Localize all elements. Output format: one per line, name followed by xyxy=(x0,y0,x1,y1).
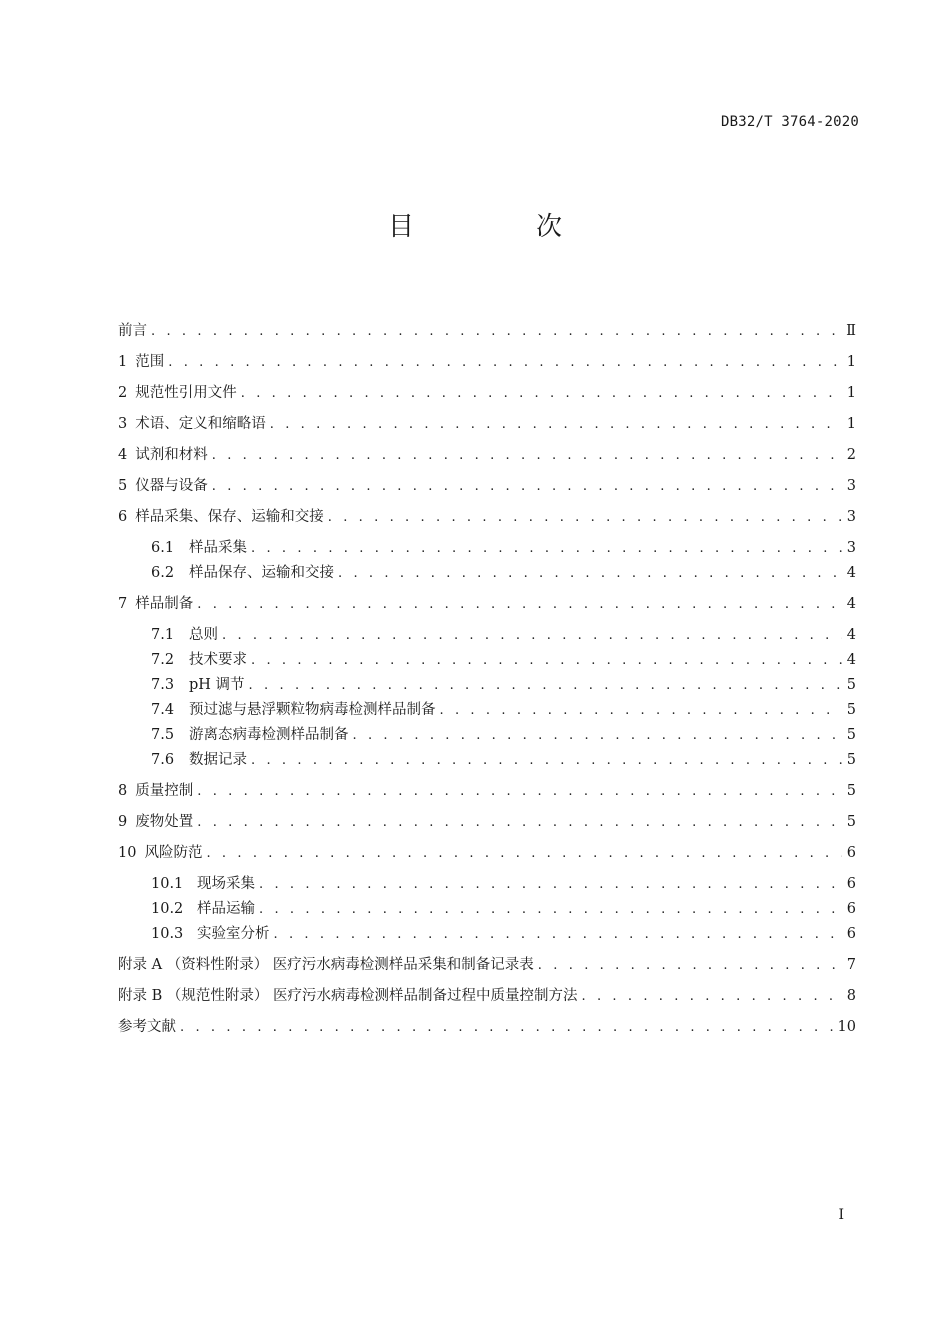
dot-leader xyxy=(251,541,842,557)
toc-entry-appendix-b[interactable] xyxy=(118,981,856,1005)
toc-entry-5[interactable] xyxy=(118,471,856,495)
toc-entry-label: 范围 xyxy=(135,354,165,370)
toc-entry-8[interactable] xyxy=(118,776,856,800)
toc-page-number: 1 xyxy=(846,385,856,401)
toc-entry-number: 7.3 xyxy=(151,677,175,693)
toc-entry-number: 7 xyxy=(118,596,128,612)
dot-leader xyxy=(249,678,842,694)
toc-entry-7-2[interactable] xyxy=(151,645,856,669)
dot-leader xyxy=(197,815,842,831)
toc-entry-2[interactable] xyxy=(118,378,856,402)
dot-leader xyxy=(212,479,842,495)
toc-entry-label: 风险防范 xyxy=(144,845,203,861)
toc-entry-number: 10.1 xyxy=(151,876,184,892)
dot-leader xyxy=(353,728,843,744)
dot-leader xyxy=(222,628,842,644)
toc-entry-7-6[interactable] xyxy=(151,745,856,769)
toc-entry-label: 样品采集 xyxy=(189,540,247,556)
toc-entry-label: 前言 xyxy=(118,323,147,339)
toc-entry-label: 实验室分析 xyxy=(197,926,270,942)
toc-entry-1[interactable] xyxy=(118,347,856,371)
toc-page-number: 5 xyxy=(846,783,856,799)
toc-entry-7[interactable] xyxy=(118,589,856,613)
toc-page-number: 4 xyxy=(846,596,856,612)
toc-entry-number: 3 xyxy=(118,416,128,432)
toc-entry-number: 4 xyxy=(118,447,128,463)
page-title: 目 次 xyxy=(387,212,610,242)
toc-page-number: 8 xyxy=(846,988,856,1004)
toc-entry-number: 1 xyxy=(118,354,128,370)
toc-page-number: 6 xyxy=(846,845,856,861)
toc-entry-references[interactable] xyxy=(118,1012,856,1036)
toc-entry-label: 数据记录 xyxy=(189,752,247,768)
dot-leader xyxy=(251,753,842,769)
toc-entry-10-1[interactable] xyxy=(151,869,856,893)
dot-leader xyxy=(274,927,843,943)
toc-entry-number: 5 xyxy=(118,478,128,494)
toc-entry-number: 2 xyxy=(118,385,128,401)
toc-page-number: 6 xyxy=(846,901,856,917)
standard-number: DB32/T 3764-2020 xyxy=(720,114,859,130)
toc-entry-number: 7.6 xyxy=(151,752,175,768)
dot-leader xyxy=(180,1020,834,1036)
toc-entry-6-2[interactable] xyxy=(151,558,856,582)
toc-entry-6[interactable] xyxy=(118,502,856,526)
toc-entry-label: 参考文献 xyxy=(118,1019,176,1035)
toc-page-number: 3 xyxy=(846,509,856,525)
toc-page-number: 1 xyxy=(846,416,856,432)
toc-entry-9[interactable] xyxy=(118,807,856,831)
toc-entry-label: pH 调节 xyxy=(189,677,245,693)
toc-entry-label: 样品制备 xyxy=(135,596,194,612)
dot-leader xyxy=(197,597,842,613)
toc-page-number: 6 xyxy=(846,926,856,942)
toc-page-number: 6 xyxy=(846,876,856,892)
toc-page-number: 4 xyxy=(846,565,856,581)
toc-entry-10-3[interactable] xyxy=(151,919,856,943)
toc-entry-number: 6.1 xyxy=(151,540,175,556)
toc-entry-label: 仪器与设备 xyxy=(135,478,208,494)
dot-leader xyxy=(206,846,842,862)
toc-entry-6-1[interactable] xyxy=(151,533,856,557)
toc-entry-number: 10 xyxy=(118,845,137,861)
toc-entry-appendix-a[interactable] xyxy=(118,950,856,974)
toc-entry-label: 技术要求 xyxy=(189,652,247,668)
dot-leader xyxy=(151,324,842,340)
toc-entry-7-1[interactable] xyxy=(151,620,856,644)
toc-entry-label: 附录 A （资料性附录） 医疗污水病毒检测样品采集和制备记录表 xyxy=(118,957,534,973)
page-number: I xyxy=(838,1207,844,1223)
toc-page-number: 5 xyxy=(846,702,856,718)
toc-page-number: Ⅱ xyxy=(846,323,856,339)
dot-leader xyxy=(259,877,842,893)
toc-entry-label: 总则 xyxy=(189,627,218,643)
dot-leader xyxy=(581,989,842,1005)
dot-leader xyxy=(538,958,842,974)
toc-entry-label: 样品采集、保存、运输和交接 xyxy=(135,509,324,525)
dot-leader xyxy=(168,355,842,371)
toc-entry-label: 废物处置 xyxy=(135,814,194,830)
toc-entry-label: 术语、定义和缩略语 xyxy=(135,416,266,432)
dot-leader xyxy=(338,566,842,582)
toc-page-number: 3 xyxy=(846,478,856,494)
toc-entry-foreword[interactable] xyxy=(118,316,856,340)
toc-entry-7-3[interactable] xyxy=(151,670,856,694)
toc-entry-4[interactable] xyxy=(118,440,856,464)
dot-leader xyxy=(259,902,842,918)
toc-entry-label: 质量控制 xyxy=(135,783,194,799)
toc-entry-number: 6 xyxy=(118,509,128,525)
dot-leader xyxy=(241,386,842,402)
toc-page-number: 5 xyxy=(846,752,856,768)
toc-entry-number: 9 xyxy=(118,814,128,830)
toc-entry-label: 附录 B （规范性附录） 医疗污水病毒检测样品制备过程中质量控制方法 xyxy=(118,988,578,1004)
toc-page-number: 5 xyxy=(846,727,856,743)
toc-entry-number: 10.3 xyxy=(151,926,184,942)
toc-page-number: 5 xyxy=(846,677,856,693)
dot-leader xyxy=(197,784,842,800)
toc-entry-label: 现场采集 xyxy=(197,876,255,892)
toc-entry-10-2[interactable] xyxy=(151,894,856,918)
toc-page-number: 5 xyxy=(846,814,856,830)
dot-leader xyxy=(440,703,843,719)
toc-page-number: 4 xyxy=(846,627,856,643)
toc-entry-number: 6.2 xyxy=(151,565,175,581)
toc-entry-label: 规范性引用文件 xyxy=(135,385,237,401)
toc-page-number: 4 xyxy=(846,652,856,668)
toc-entry-label: 样品保存、运输和交接 xyxy=(189,565,334,581)
toc-entry-label: 试剂和材料 xyxy=(135,447,208,463)
toc-entry-number: 7.1 xyxy=(151,627,175,643)
toc-entry-3[interactable] xyxy=(118,409,856,433)
toc-entry-7-5[interactable] xyxy=(151,720,856,744)
toc-page-number: 1 xyxy=(846,354,856,370)
dot-leader xyxy=(328,510,842,526)
toc-entry-10[interactable] xyxy=(118,838,856,862)
toc-entry-label: 样品运输 xyxy=(197,901,255,917)
toc-entry-number: 7.2 xyxy=(151,652,175,668)
toc-entry-label: 预过滤与悬浮颗粒物病毒检测样品制备 xyxy=(189,702,436,718)
toc-page-number: 7 xyxy=(846,957,856,973)
toc-page-number: 2 xyxy=(846,447,856,463)
toc-entry-label: 游离态病毒检测样品制备 xyxy=(189,727,349,743)
dot-leader xyxy=(251,653,842,669)
toc-entry-number: 7.4 xyxy=(151,702,175,718)
toc-entry-number: 7.5 xyxy=(151,727,175,743)
dot-leader xyxy=(212,448,842,464)
toc-page-number: 10 xyxy=(837,1019,856,1035)
toc-entry-number: 10.2 xyxy=(151,901,184,917)
toc-entry-number: 8 xyxy=(118,783,128,799)
dot-leader xyxy=(270,417,842,433)
toc-page-number: 3 xyxy=(846,540,856,556)
toc-entry-7-4[interactable] xyxy=(151,695,856,719)
